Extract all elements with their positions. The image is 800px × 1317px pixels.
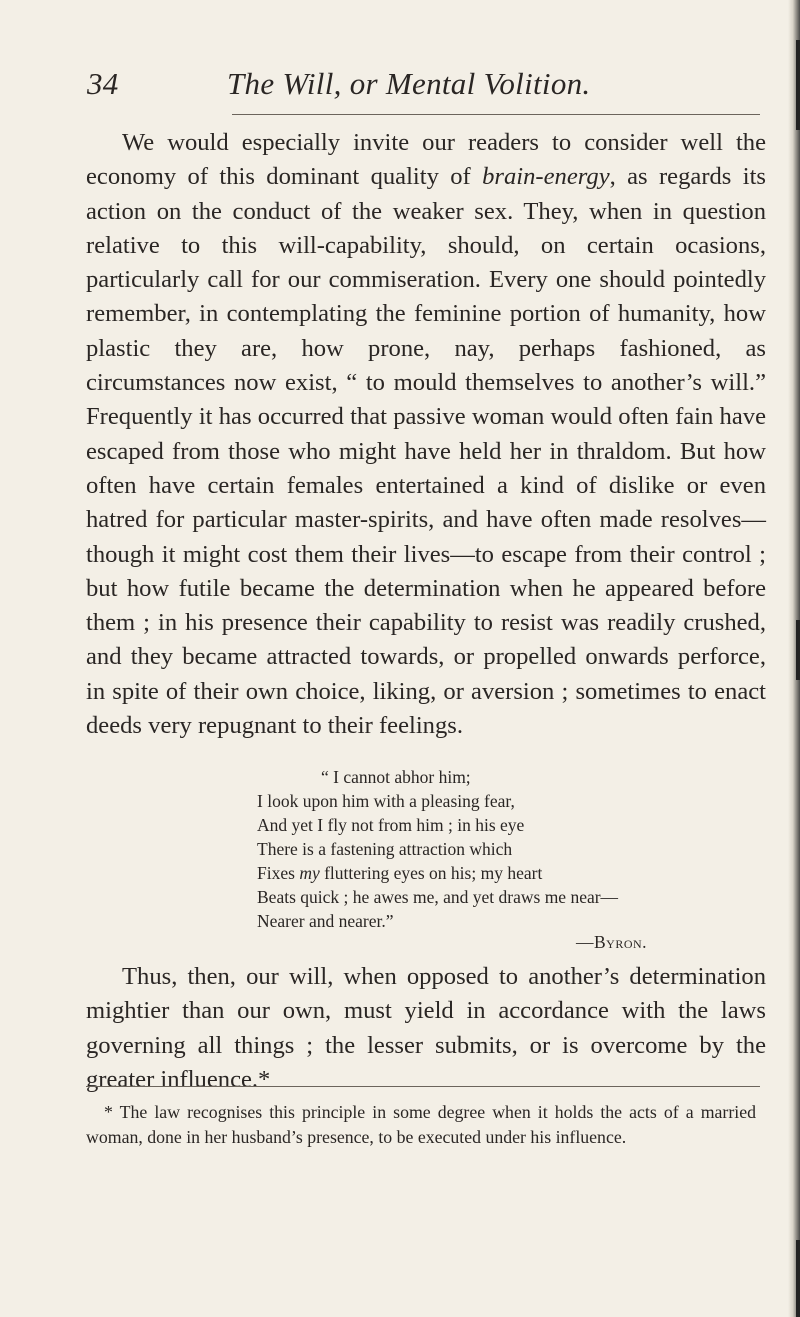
poem-line-rest: fluttering eyes on his; my heart [319,863,543,883]
page-edge-dark-mark [796,1240,800,1317]
poem-line: Nearer and nearer.” [257,911,394,931]
emphasized-term: brain-energy [482,163,610,191]
header-rule [232,114,760,115]
page-edge-dark-mark [796,40,800,130]
poem-line: I look upon him with a pleasing fear, [257,791,515,811]
poem-quotation [257,765,737,933]
poem-line-start: Fixes [257,863,300,883]
running-title: The Will, or Mental Volition. [227,66,591,101]
poem-line: “ I cannot abhor him; [321,767,471,787]
main-paragraph [86,126,766,743]
poem-line: There is a fastening attraction which [257,839,513,859]
poem-line: And yet I fly not from him ; in his eye [257,815,525,835]
poem-line: Beats quick ; he awes me, and yet draws me near— [257,887,619,907]
footnote [86,1100,756,1149]
paragraph-text-rest: , as regards its action on the conduct of the weaker sex. They, when in question relative to this will-capability, should, on certain ocasions, particularly call for our commiseration. Every one should pointedly remember, in contemplating the feminine portion of humanity, how plastic they are, how prone, nay, perhaps fashioned, as circumstances now exist, “ to mould themselves to another’s will.” Frequently it has occurred that passive woman would often fain have escaped from those who might have held her in thraldom. But how often have certain females entertained a kind of dislike or even hatred for particular master-spirits, and have often made resolves—though it might cost them their lives—to escape from their control ; but how futile became the determination when he appeared before them ; in his presence their capability to resist was readily crushed, and they became attracted towards, or propelled onwards perforce, in spite of their own choice, liking, or aversion ; sometimes to enact deeds very repugnant to their feelings. [86,163,766,740]
paragraph-text-start: We would especially invite our readers to consider well the economy of this dominant quality of [86,129,766,191]
page-number: 34 [87,66,119,101]
poem-emphasis: my [299,863,320,883]
poem-line [257,861,737,885]
second-paragraph [86,960,766,1097]
footnote-text: * The law recognises this principle in some degree when it holds the acts of a married woman, done in her husband’s presence, to be executed under his influence. [86,1102,756,1147]
page-edge-dark-mark [796,620,800,680]
page-header [87,66,767,102]
footnote-rule [86,1086,760,1087]
second-paragraph-text: Thus, then, our will, when opposed to another’s determination mightier than our own, must yield in accordance with the laws governing all things ; the lesser submits, or is overcome by the greater influence.* [86,963,766,1093]
poem-attribution: —Byron. [576,932,648,952]
